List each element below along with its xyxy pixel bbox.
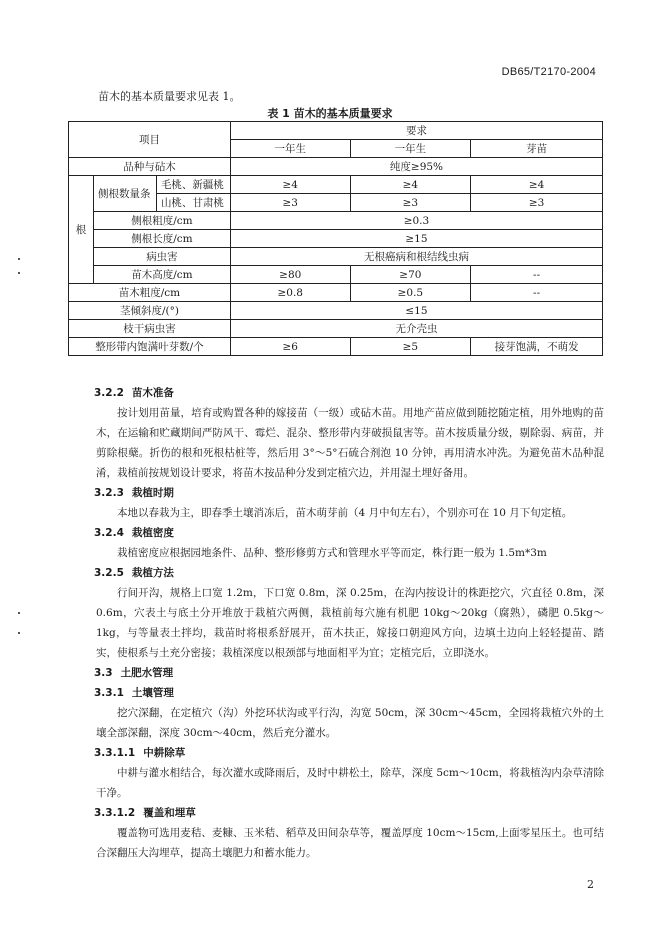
section-paragraph: 中耕与灌水相结合，每次灌水或降雨后，及时中耕松土，除草，深度 5cm～10cm，将栽植沟内杂草清除干净。 <box>96 767 604 799</box>
pest-label-cell: 病虫害 <box>93 248 230 266</box>
tilt-value-cell: ≤15 <box>230 302 602 320</box>
scan-speck <box>18 272 20 274</box>
section-heading: 3.2.5 栽植方法 <box>94 567 174 579</box>
diameter-label-cell: 苗木粗度/cm <box>69 284 231 302</box>
table-cell: ≥6 <box>230 338 350 356</box>
length-value-cell: ≥15 <box>230 230 602 248</box>
table-cell: ≥80 <box>230 266 350 284</box>
scan-speck <box>18 632 20 634</box>
section-paragraph: 按计划用苗量，培育或购置各种的嫁接苗（一级）或砧木苗。用地产苗应做到随挖随定植，用外地购的苗木，在运输和贮藏期间严防风干、霉烂、混杂、整形带内芽破损鼠害等。苗木按质量分级，剔除弱、病苗，并剪除根蘖。折伤的根和死根枯桩等，然后用 3°～5°石硫合剂泡 10 分钟，再用清水冲洗。为避免苗木品种混淆，栽植前按规划设计要求，将苗木按品种分发到定植穴边，并用湿土埋好备用。 <box>96 407 604 479</box>
table-cell: ≥3 <box>350 194 471 212</box>
table-cell: ≥4 <box>471 176 603 194</box>
table-row <box>69 212 603 230</box>
quality-table <box>68 121 603 356</box>
table-row <box>69 320 603 338</box>
section-heading: 3.2.2 苗木准备 <box>94 387 174 399</box>
section-paragraph: 覆盖物可选用麦秸、麦糠、玉米秸、稻草及田间杂草等，覆盖厚度 10cm～15cm,上面零星压土。也可结合深翻压大沟埋草，提高土壤肥力和蓄水能力。 <box>96 827 604 859</box>
table-cell: ≥0.8 <box>230 284 350 302</box>
table-title: 表 1 苗木的基本质量要求 <box>267 107 393 120</box>
header-item-cell: 项目 <box>69 122 231 158</box>
shantao-label-cell: 山桃、甘肃桃 <box>156 194 230 212</box>
branch-pest-value-cell: 无介壳虫 <box>230 320 602 338</box>
table-cell: ≥70 <box>350 266 471 284</box>
header-requirement-cell: 要求 <box>230 122 602 140</box>
header-one-year-cell: 一年生 <box>230 140 350 158</box>
section-paragraph: 挖穴深翻，在定植穴（沟）外挖环状沟或平行沟，沟宽 50cm，深 30cm～45cm，全园将栽植穴外的土壤全部深翻，深度 30cm～40cm，然后充分灌水。 <box>96 707 604 739</box>
section-heading: 3.3 土肥水管理 <box>94 667 174 679</box>
table-row <box>69 158 603 176</box>
table-cell: -- <box>471 266 603 284</box>
root-label-cell: 根 <box>69 176 94 284</box>
table-cell: ≥5 <box>350 338 471 356</box>
branch-pest-label-cell: 枝干病虫害 <box>69 320 231 338</box>
peach-label-cell: 毛桃、新疆桃 <box>156 176 230 194</box>
variety-value-cell: 纯度≥95% <box>230 158 602 176</box>
table-row <box>69 284 603 302</box>
lateral-root-label-cell: 侧根数量条 <box>93 176 156 212</box>
page-number: 2 <box>587 878 594 891</box>
table-row <box>69 338 603 356</box>
pest-value-cell: 无根癌病和根结线虫病 <box>230 248 602 266</box>
table-cell: ≥3 <box>471 194 603 212</box>
table-row <box>69 122 603 140</box>
section-paragraph: 本地以春栽为主，即春季土壤消冻后，苗木萌芽前（4 月中旬左右），个别亦可在 10 月下旬定植。 <box>117 507 573 519</box>
section-heading: 3.3.1.1 中耕除草 <box>94 747 186 759</box>
table-cell: -- <box>471 284 603 302</box>
thickness-label-cell: 侧根粗度/cm <box>93 212 230 230</box>
scan-speck <box>18 258 20 260</box>
table-cell: ≥3 <box>230 194 350 212</box>
bud-label-cell: 整形带内饱满叶芽数/个 <box>69 338 231 356</box>
table-row <box>69 248 603 266</box>
tilt-label-cell: 茎倾斜度/(°) <box>69 302 231 320</box>
scan-speck <box>18 612 20 614</box>
table-cell: 接芽饱满，不萌发 <box>471 338 603 356</box>
section-heading: 3.3.1 土壤管理 <box>94 687 174 699</box>
thickness-value-cell: ≥0.3 <box>230 212 602 230</box>
section-heading: 3.3.1.2 覆盖和埋草 <box>94 807 196 819</box>
table-row <box>69 302 603 320</box>
header-one-year-b-cell: 一年生 <box>350 140 471 158</box>
section-paragraph: 栽植密度应根据园地条件、品种、整形修剪方式和管理水平等而定，株行距一般为 1.5m*3m <box>117 547 547 559</box>
standard-number: DB65/T2170-2004 <box>501 66 596 78</box>
section-heading: 3.2.4 栽植密度 <box>94 527 174 539</box>
height-label-cell: 苗木高度/cm <box>93 266 230 284</box>
table-cell: ≥0.5 <box>350 284 471 302</box>
table-row <box>69 266 603 284</box>
variety-label-cell: 品种与砧木 <box>69 158 231 176</box>
table-row <box>69 230 603 248</box>
body-content <box>96 383 604 863</box>
header-bud-cell: 芽苗 <box>471 140 603 158</box>
section-paragraph: 行间开沟，规格上口宽 1.2m，下口宽 0.8m，深 0.25m，在沟内按设计的株距挖穴，穴直径 0.8m，深 0.6m，穴表土与底土分开堆放于栽植穴两侧，栽植前每穴施有机肥 10kg～20kg（腐熟），磷肥 0.5kg～1kg，与等量表土拌均，栽苗时将根系舒展开，苗木扶正，嫁接口朝迎风方向，边填土边向上轻轻提苗、踏实，使根系与土充分密接；栽植深度以根颈部与地面相平为宜；定植完后，立即浇水。 <box>96 587 604 659</box>
length-label-cell: 侧根长度/cm <box>93 230 230 248</box>
table-row <box>69 176 603 194</box>
table-cell: ≥4 <box>230 176 350 194</box>
table-cell: ≥4 <box>350 176 471 194</box>
intro-text: 苗木的基本质量要求见表 1。 <box>98 90 241 103</box>
section-heading: 3.2.3 栽植时期 <box>94 487 174 499</box>
